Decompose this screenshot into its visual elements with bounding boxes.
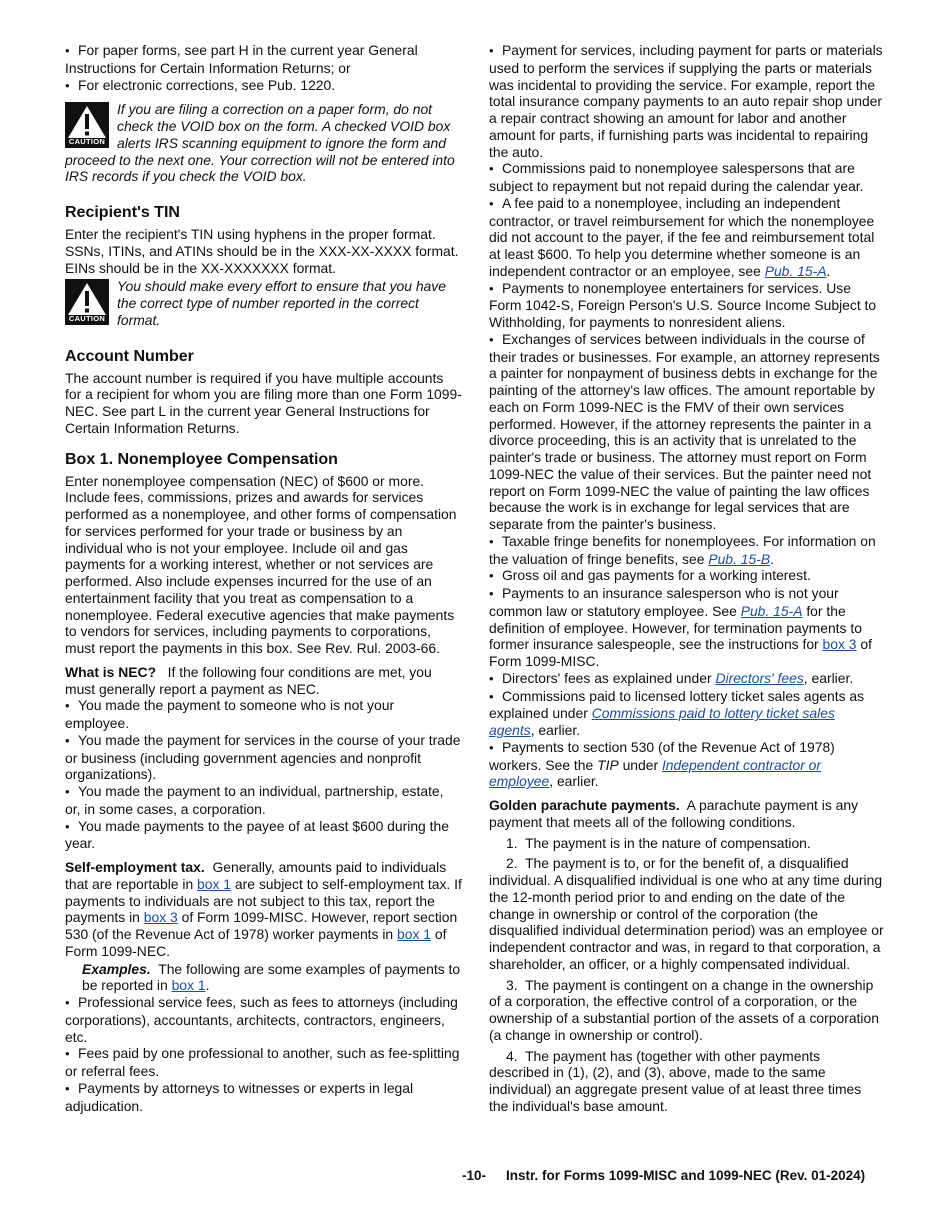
tip-label: TIP	[597, 756, 619, 773]
nec-condition-bullet	[65, 732, 462, 783]
text-run: of Form 1099-MISC. However, report section 530 (of the Revenue Act of 1978) worker payments in	[65, 909, 458, 942]
text-run: , earlier.	[530, 722, 581, 738]
self-employment-lead: Self-employment tax.	[65, 859, 205, 875]
example-bullet	[65, 994, 462, 1045]
nec-condition-bullet	[65, 818, 462, 853]
text-run: Payments to section 530 (of the Revenue Act of 1978) workers. See the	[489, 738, 835, 773]
item-text: The payment has (together with other payments described in (1), (2), and (3), above, made to the same individual) an aggregate present value of at least three times the individual's base amount.	[489, 1047, 862, 1114]
text-run: .	[205, 977, 210, 994]
page-footer	[462, 1168, 887, 1185]
example-bullet	[489, 739, 884, 790]
caution-label: CAUTION	[68, 314, 106, 324]
example-bullet	[489, 670, 884, 688]
what-is-nec-paragraph	[65, 664, 462, 698]
text-run: under	[622, 756, 659, 773]
golden-parachute-lead: Golden parachute payments.	[489, 797, 680, 813]
caution-tin	[65, 278, 462, 328]
bullet-text: Gross oil and gas payments for a working interest.	[502, 567, 811, 584]
text-run: Commissions paid to licensed lottery ticket sales agents as explained under	[489, 687, 865, 722]
text-run: Taxable fringe benefits for nonemployees. For information on the valuation of fringe benefits, see	[489, 532, 876, 567]
condition-item	[489, 855, 884, 972]
condition-item	[489, 835, 884, 852]
bullet-text: For paper forms, see part H in the current year General Instructions for Certain Information Returns; or	[65, 42, 418, 76]
box3-link[interactable]: box 3	[822, 636, 857, 653]
condition-item	[489, 977, 884, 1044]
bullet-text: You made the payment for services in the course of your trade or business (including government agencies and nonprofit organizations).	[65, 731, 461, 783]
example-bullet	[489, 160, 884, 195]
example-bullet	[65, 1080, 462, 1115]
recipient-tin-heading: Recipient's TIN	[65, 204, 180, 221]
self-employment-paragraph	[65, 859, 462, 960]
text-run: , earlier.	[803, 669, 854, 686]
example-bullet	[489, 42, 884, 160]
box1-heading: Box 1. Nonemployee Compensation	[65, 450, 338, 468]
text-run: Payments to an insurance salesperson who is not your common law or statutory employee. See	[489, 585, 839, 619]
what-is-nec-text: If the following four conditions are met, you must generally report a payment as NEC.	[65, 663, 432, 697]
bullet-text: You made payments to the payee of at least $600 during the year.	[65, 817, 449, 852]
bullet-text: For electronic corrections, see Pub. 1220.	[78, 76, 336, 93]
caution-label: CAUTION	[68, 137, 106, 147]
bullet-text: Payments to nonemployee entertainers for services. Use Form 1042-S, Foreign Person's U.S. Source Income Subject to Withholding, for payments to nonresident aliens.	[489, 279, 877, 330]
item-text: The payment is in the nature of compensation.	[525, 834, 811, 851]
text-run: The following are some examples of payments to be reported in	[82, 960, 461, 994]
independent-contractor-link[interactable]: Independent contractor or employee	[489, 756, 822, 790]
pub-15b-link[interactable]: Pub. 15-B	[708, 550, 771, 567]
text-run: .	[826, 262, 831, 279]
text-run: for the definition of employee. However, for termination payments to former insurance salespeople, see the instructions for	[489, 602, 862, 653]
directors-fees-link[interactable]: Directors' fees	[715, 669, 804, 686]
example-bullet	[489, 567, 884, 585]
example-bullet	[489, 331, 884, 533]
right-column	[489, 42, 884, 1115]
caution-icon	[65, 279, 109, 325]
bullet-text: You made the payment to an individual, partnership, estate, or, in some cases, a corporation.	[65, 783, 444, 817]
text-run: , earlier.	[549, 773, 599, 790]
text-run: .	[770, 550, 774, 567]
box1-body: Enter nonemployee compensation (NEC) of $600 or more. Include fees, commissions, prizes and awards for services performed as a nonemployee, and other forms of compensation for services performed for your trade or business by an individual who is not your employee. Include oil and gas payments for a working interest, whether or not services are performed. Also include expenses incurred for the use of an entertainment facility that you treat as compensation to a nonemployee. Federal executive agencies that make payments to vendors for services, including payments to corporations, must report the payments in this box. See Rev. Rul. 2003-66.	[65, 472, 457, 656]
left-column	[65, 42, 462, 1114]
bullet-text: Professional service fees, such as fees to attorneys (including corporations), accountants, architects, contractors, engineers, etc.	[65, 994, 458, 1045]
example-bullet	[489, 585, 884, 670]
box1-link[interactable]: box 1	[397, 926, 432, 942]
pub-15a-link[interactable]: Pub. 15-A	[764, 262, 827, 279]
text-run: of Form 1099-MISC.	[489, 636, 872, 669]
bullet-text: Commissions paid to nonemployee salespersons that are subject to repayment but not repaid during the calendar year.	[489, 160, 864, 194]
example-bullet	[489, 533, 884, 568]
bullet-text: Payments by attorneys to witnesses or experts in legal adjudication.	[65, 1079, 414, 1114]
example-bullet	[65, 1045, 462, 1080]
box1-link[interactable]: box 1	[197, 875, 232, 892]
example-bullet	[489, 688, 884, 739]
bullet-text: Exchanges of services between individuals in the course of their trades or businesses. For example, an attorney represents a painter for nonpayment of business debts in exchange for the painting of the attorney's law offices. The amount reportable by each on Form 1099-NEC is the FMV of their own services performed. However, if the attorney represents the painter in a divorce proceeding, this is an activity that is unrelated to the painter's trade or business. The attorney must report on Form 1099-NEC the value of their services. But the painter need not report on Form 1099-NEC the value of painting the law offices because the work is in exchange for legal services that are separate from the painter's business.	[489, 330, 880, 532]
account-number-heading: Account Number	[65, 347, 194, 365]
nec-condition-bullet	[65, 783, 462, 818]
bullet-paper-forms	[65, 42, 462, 77]
page-number: -10-	[462, 1168, 487, 1183]
example-bullet	[489, 195, 884, 280]
bullet-text: Payment for services, including payment for parts or materials used to perform the services if supplying the parts or materials was incidental to providing the service. For example, report the total insurance company payments to an auto repair shop under a repair contract showing an amount for labor and another amount for parts, if furnishing parts was incidental to repairing the auto.	[489, 42, 883, 160]
item-text: The payment is to, or for the benefit of, a disqualified individual. A disqualified individual is one who at any time during the 12-month period prior to and ending on the date of the change in ownership or control of the corporation (the disqualified individual determination period) was an employee or independent contractor and was, in regard to that corporation, a shareholder, an officer, or a highly compensated individual.	[489, 855, 884, 972]
account-number-body: The account number is required if you have multiple accounts for a recipient for whom you are filing more than one Form 1099-NEC. See part L in the current year General Instructions for Certain Information Returns.	[65, 369, 462, 436]
item-number: 3.	[506, 976, 518, 993]
text-run: A fee paid to a nonemployee, including an independent contractor, or travel reimbursement for which the nonemployee did not account to the payer, if the fee and reimbursement total at least $600. To help you determine whether someone is an independent contractor or an employee, see	[489, 194, 875, 279]
text-run: Directors' fees as explained under	[502, 669, 712, 686]
bullet-text: Fees paid by one professional to another, such as fee-splitting or referral fees.	[65, 1045, 460, 1079]
box3-link[interactable]: box 3	[143, 909, 178, 926]
golden-parachute-text: A parachute payment is any payment that meets all of the following conditions.	[489, 797, 859, 830]
bullet-electronic-corrections	[65, 77, 462, 95]
caution-text: If you are filing a correction on a paper form, do not check the VOID box on the form. A checked VOID box alerts IRS scanning equipment to ignore the form and proceed to the next one. Your correction will not be entered into IRS records if you check the VOID box.	[65, 101, 455, 185]
item-number: 4.	[506, 1047, 518, 1064]
examples-lead: Examples.	[82, 960, 151, 977]
recipient-tin-body: Enter the recipient's TIN using hyphens in the proper format. SSNs, ITINs, and ATINs should be in the XXX-XX-XXXX format. EINs should be in the XX-XXXXXXX format.	[65, 226, 459, 276]
lottery-commissions-link[interactable]: Commissions paid to lottery ticket sales agents	[489, 705, 835, 738]
caution-icon	[65, 102, 109, 148]
box1-link[interactable]: box 1	[171, 977, 206, 994]
caution-void-box	[65, 101, 462, 185]
item-number: 1.	[506, 834, 518, 851]
condition-item	[489, 1048, 884, 1115]
text-run: are subject to self-employment tax. If payments to individuals are not subject to this tax, report the payments in	[65, 875, 462, 926]
what-is-nec-lead: What is NEC?	[65, 663, 157, 680]
example-bullet	[489, 280, 884, 331]
text-run: Generally, amounts paid to individuals that are reportable in	[65, 859, 447, 892]
item-number: 2.	[506, 855, 518, 872]
bullet-text: You made the payment to someone who is not your employee.	[65, 697, 395, 731]
pub-15a-link[interactable]: Pub. 15-A	[740, 602, 803, 619]
nec-condition-bullet	[65, 697, 462, 732]
item-text: The payment is contingent on a change in the ownership of a corporation, the effective control of a corporation, or the ownership of a substantial portion of the assets of a corporation (a change in ownership or control).	[489, 976, 879, 1043]
golden-parachute-paragraph	[489, 797, 884, 831]
text-run: of Form 1099-NEC.	[65, 926, 447, 959]
footer-title: Instr. for Forms 1099-MISC and 1099-NEC (Rev. 01-2024)	[506, 1168, 866, 1183]
caution-text: You should make every effort to ensure that you have the correct type of number reported in the correct format.	[117, 278, 446, 328]
examples-paragraph	[65, 961, 462, 995]
